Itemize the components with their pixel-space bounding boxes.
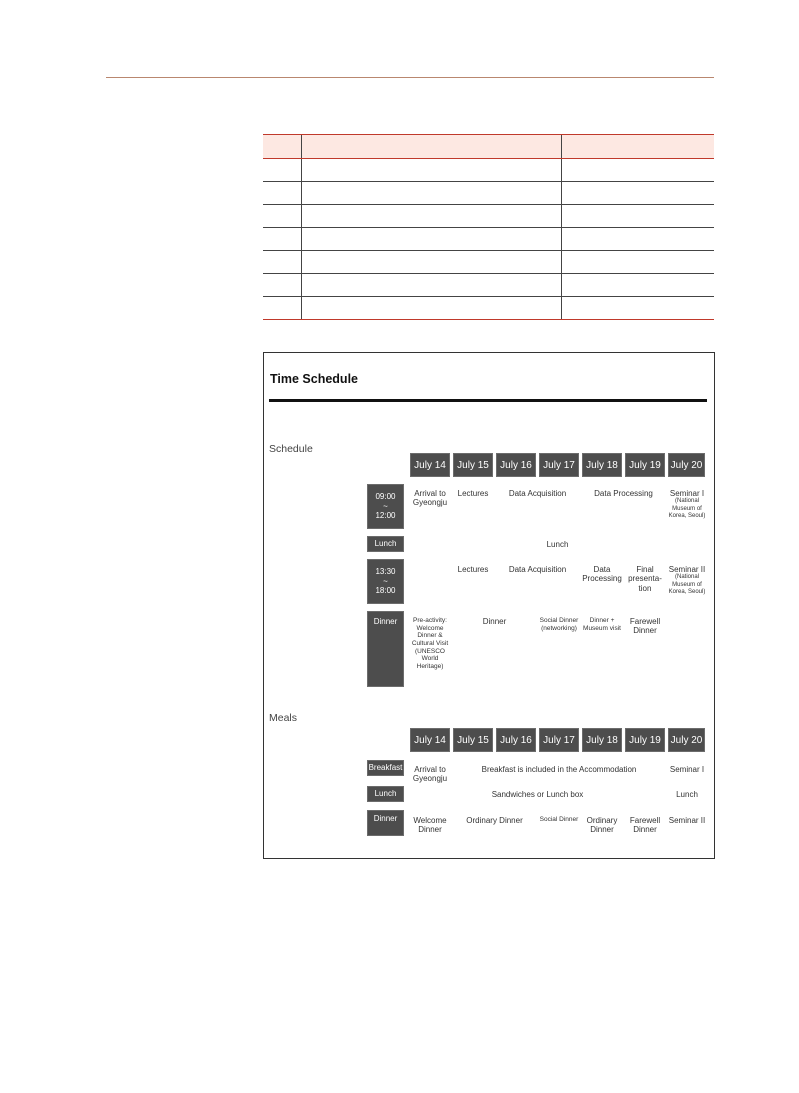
figure-title: Time Schedule	[270, 372, 358, 386]
cell-dinner-day4: Social Dinner (networking)	[539, 617, 579, 632]
cell-arrival: Arrival to Gyeongju	[412, 489, 448, 508]
schedule-date-header: July 19	[625, 453, 665, 477]
meals-date-header: July 20	[668, 728, 705, 752]
time-schedule-figure	[263, 352, 715, 859]
cell-data-acquisition: Data Acquisition	[508, 565, 567, 574]
table-header-row	[263, 135, 714, 159]
row-label-breakfast: Breakfast	[367, 760, 404, 776]
meals-section-label: Meals	[269, 712, 298, 724]
meals-date-header: July 19	[625, 728, 665, 752]
row-label-dinner: Dinner	[367, 611, 404, 687]
schedule-date-header: July 17	[539, 453, 579, 477]
cell-dinner-day5: Dinner + Museum visit	[583, 617, 621, 632]
row-label-morning: 09:00 ~ 12:00	[367, 484, 404, 529]
cell-data-processing: Data Processing	[582, 565, 622, 584]
cell-lectures: Lectures	[457, 565, 489, 574]
empty-table	[263, 134, 714, 320]
cell-final-presentation: Final presenta-tion	[628, 565, 662, 593]
cell-lunch: Lunch	[546, 540, 569, 549]
cell-meal-dinner-day2: Ordinary Dinner	[466, 816, 523, 825]
row-label-afternoon: 13:30 ~ 18:00	[367, 559, 404, 604]
table-row	[263, 297, 714, 320]
table-row	[263, 251, 714, 274]
table-row	[263, 159, 714, 182]
schedule-date-header: July 16	[496, 453, 536, 477]
schedule-date-header: July 20	[668, 453, 705, 477]
cell-meal-dinner-day4: Social Dinner	[539, 816, 579, 823]
cell-dinner-day2: Dinner	[482, 617, 507, 626]
cell-dinner-day6: Farewell Dinner	[629, 617, 661, 636]
cell-meal-dinner-day6: Farewell Dinner	[629, 816, 661, 835]
table-row	[263, 228, 714, 251]
cell-lunch-day7: Lunch	[676, 790, 698, 799]
title-rule	[269, 399, 707, 402]
cell-seminar-2: Seminar II (National Museum of Korea, Seoul)	[668, 565, 706, 595]
cell-breakfast-day7: Seminar I	[669, 765, 705, 774]
row-label-meal-lunch: Lunch	[367, 786, 404, 802]
cell-dinner-day1: Pre-activity: Welcome Dinner & Cultural Visit (UNESCO World Heritage)	[411, 617, 449, 670]
meals-date-header: July 18	[582, 728, 622, 752]
cell-lunch-middle: Sandwiches or Lunch box	[491, 790, 584, 799]
cell-data-acquisition: Data Acquisition	[508, 489, 567, 498]
cell-breakfast-middle: Breakfast is included in the Accommodation	[481, 765, 637, 774]
cell-meal-dinner-day5: Ordinary Dinner	[586, 816, 618, 835]
cell-lectures: Lectures	[457, 489, 489, 498]
cell-meal-dinner-day1: Welcome Dinner	[413, 816, 447, 835]
header-rule	[106, 77, 714, 78]
meals-date-header: July 17	[539, 728, 579, 752]
schedule-date-header: July 14	[410, 453, 450, 477]
table-row	[263, 274, 714, 297]
meals-date-header: July 16	[496, 728, 536, 752]
meals-date-header: July 14	[410, 728, 450, 752]
row-label-meal-dinner: Dinner	[367, 810, 404, 836]
row-label-lunch: Lunch	[367, 536, 404, 552]
meals-date-header: July 15	[453, 728, 493, 752]
cell-breakfast-day1: Arrival to Gyeongju	[412, 765, 448, 784]
schedule-date-header: July 15	[453, 453, 493, 477]
table-row	[263, 182, 714, 205]
cell-seminar-1: Seminar I (National Museum of Korea, Seoul)	[668, 489, 706, 519]
schedule-section-label: Schedule	[269, 443, 313, 455]
schedule-date-header: July 18	[582, 453, 622, 477]
cell-meal-dinner-day7: Seminar II	[668, 816, 706, 825]
cell-data-processing: Data Processing	[594, 489, 653, 498]
table-row	[263, 205, 714, 228]
